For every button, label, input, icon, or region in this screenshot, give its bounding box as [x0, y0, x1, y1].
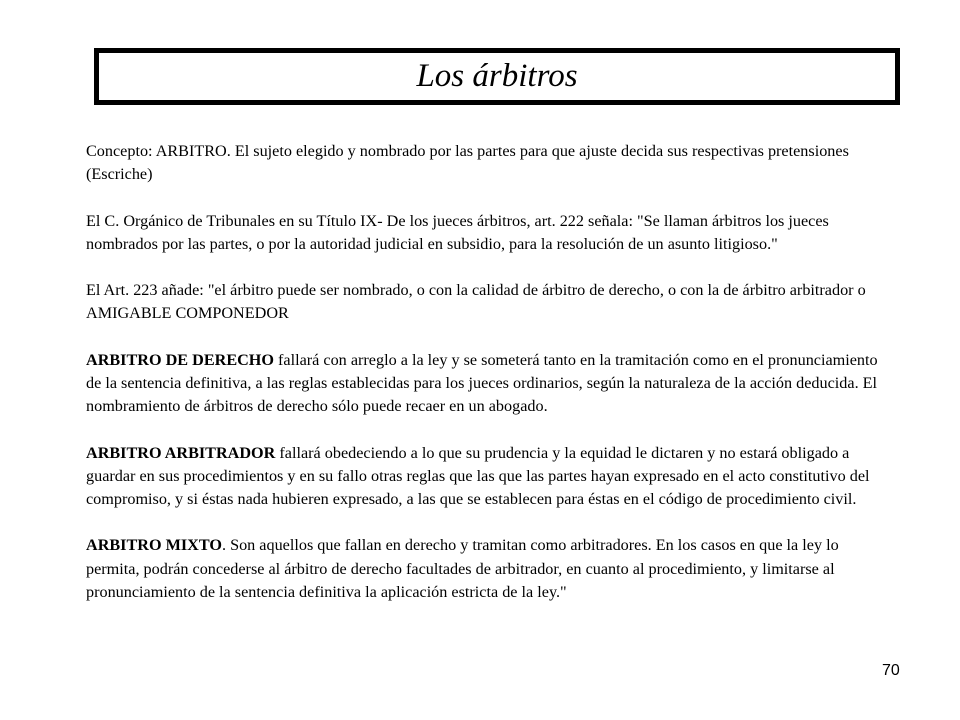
term-arbitro-arbitrador: ARBITRO ARBITRADOR [86, 443, 276, 462]
slide-title: Los árbitros [416, 58, 578, 94]
paragraph-art-223: El Art. 223 añade: "el árbitro puede ser nombrado, o con la calidad de árbitro de derecho, o con la de árbitro arbitrador o AMIGABLE COMPONEDOR [86, 281, 866, 323]
content-body [86, 140, 886, 604]
text-arbitro-mixto: . Son aquellos que fallan en derecho y tramitan como arbitradores. En los casos en que la ley lo permita, podrán concederse al árbitro de derecho facultades de arbitrador, en cuanto al procedimiento, y limitarse al pronunciamiento de la sentencia definitiva la aplicación estricta de la ley." [86, 536, 839, 601]
term-arbitro-mixto: ARBITRO MIXTO [86, 536, 222, 555]
page-number: 70 [882, 662, 900, 679]
text-arbitro-derecho: fallará con arreglo a la ley y se someterá tanto en la tramitación como en el pronunciamiento de la sentencia definitiva, a las reglas establecidas para los jueces ordinarios, según la naturaleza de la acción deducida. El nombramiento de árbitros de derecho sólo puede recaer en un abogado. [86, 350, 878, 416]
term-arbitro-derecho: ARBITRO DE DERECHO [86, 350, 274, 369]
text-arbitro-arbitrador: fallará obedeciendo a lo que su prudencia y la equidad le dictaren y no estará obligado a guardar en sus procedimientos y en su fallo otras reglas que las que las partes hayan expresado en el acto constitutivo del compromiso, y si éstas nada hubieren expresado, a las que se establecen para éstas en el código de procedimiento civil. [86, 443, 870, 508]
paragraph-arbitro-mixto [86, 534, 886, 604]
title-box [94, 48, 900, 105]
paragraph-concepto: Concepto: ARBITRO. El sujeto elegido y nombrado por las partes para que ajuste decida sus respectivas pretensiones (Escriche) [86, 142, 849, 184]
paragraph-arbitro-arbitrador [86, 442, 886, 512]
paragraph-codigo-organico: El C. Orgánico de Tribunales en su Título IX- De los jueces árbitros, art. 222 señala: "Se llaman árbitros los jueces nombrados por las partes, o por la autoridad judicial en subsidio, para la resolución de un asunto litigioso." [86, 211, 829, 253]
paragraph-arbitro-derecho [86, 349, 886, 419]
